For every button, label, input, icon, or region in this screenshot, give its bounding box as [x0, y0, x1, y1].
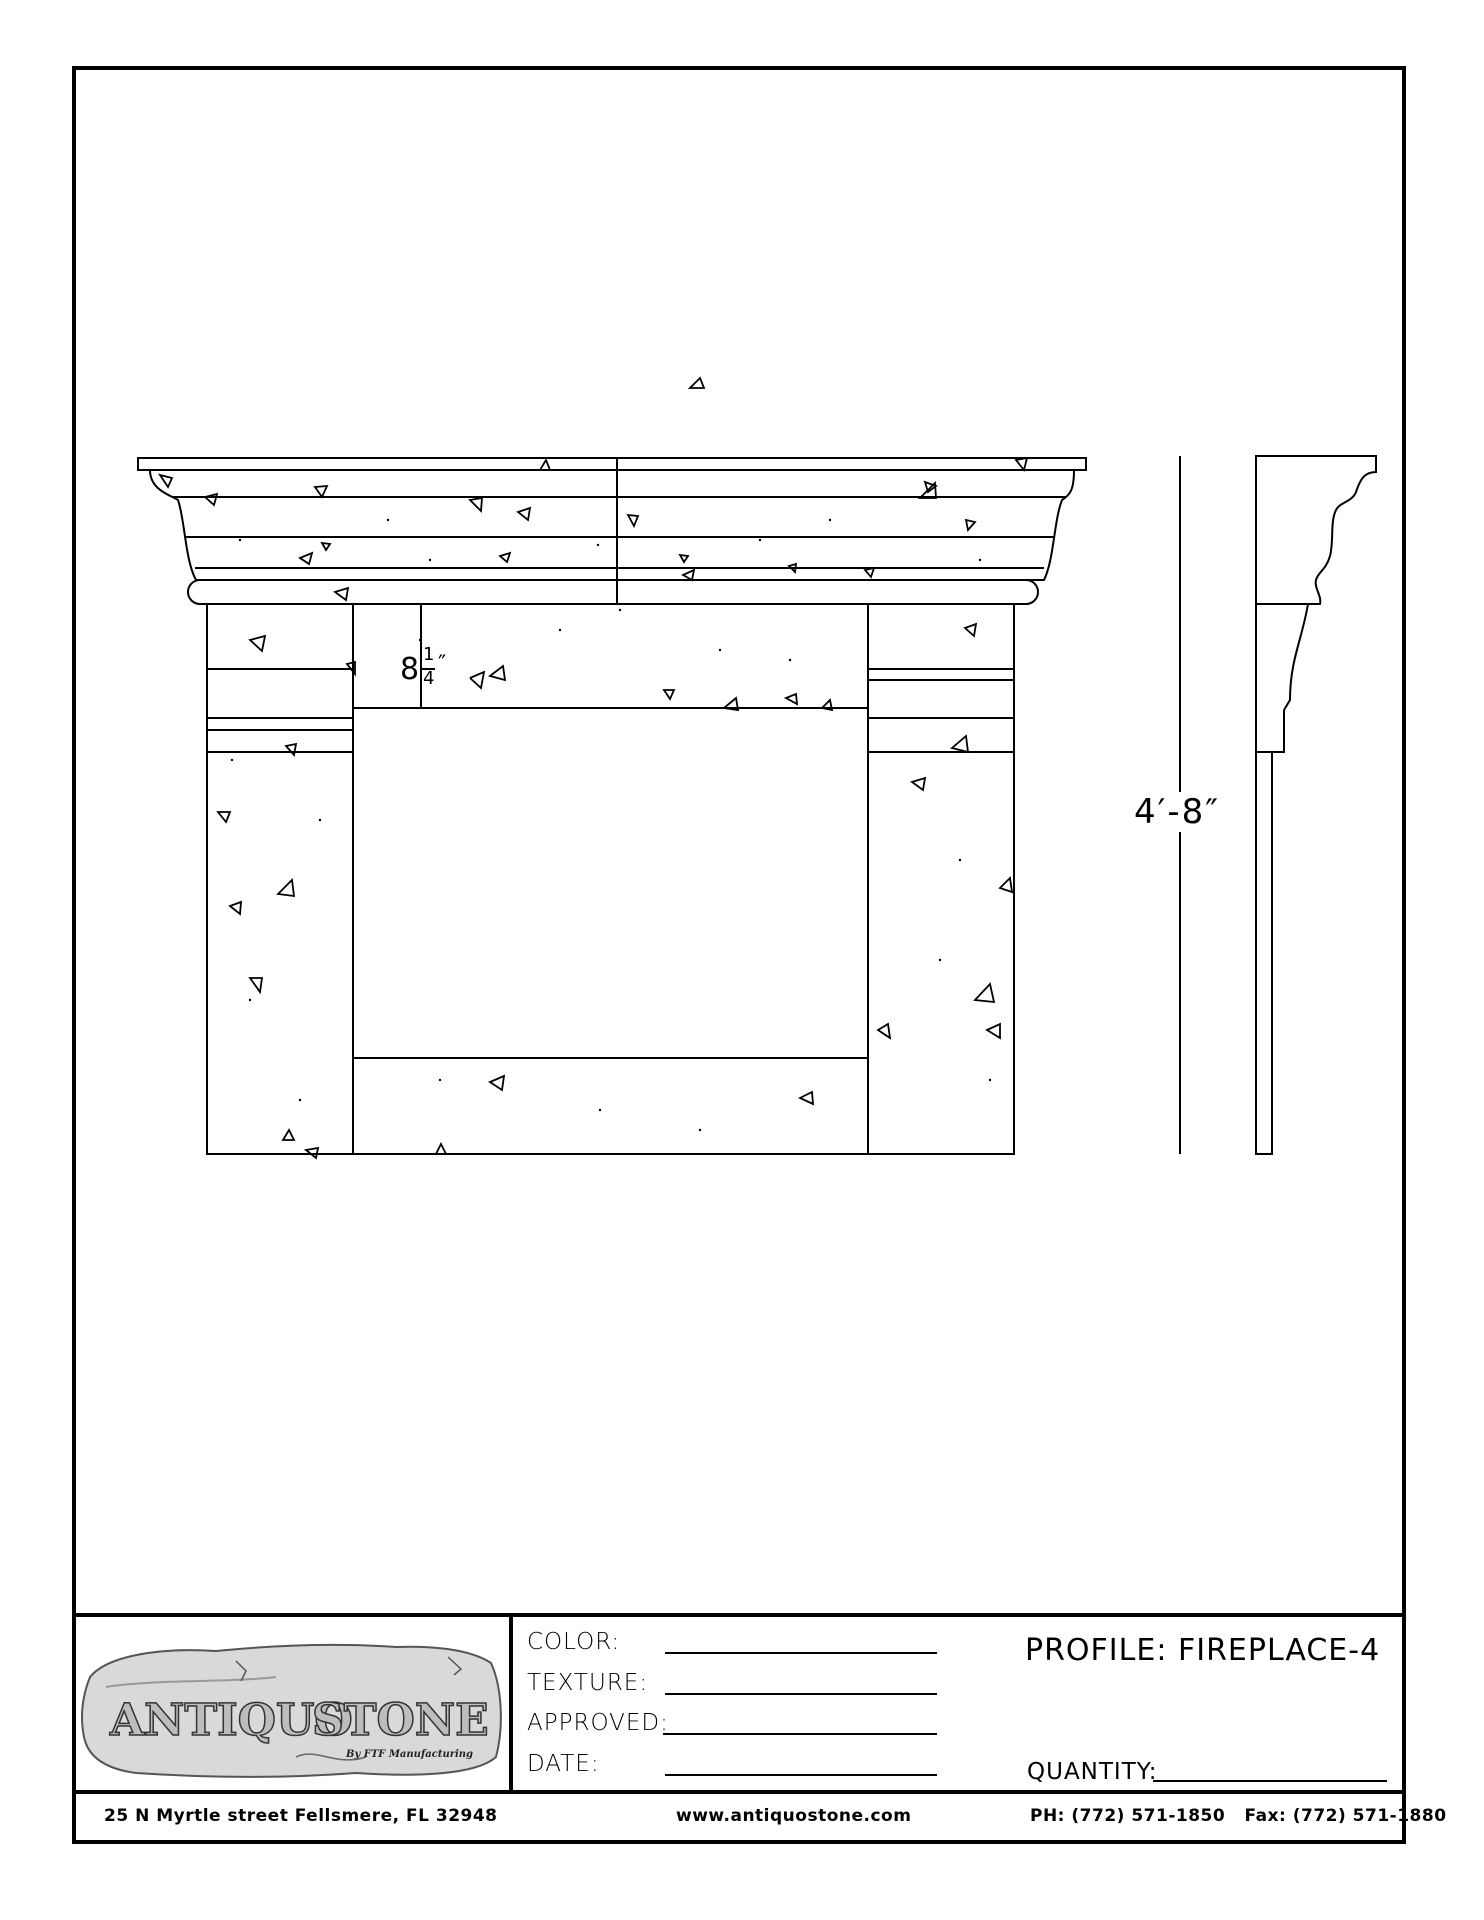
date-field-line	[665, 1774, 937, 1776]
logo-tagline: By FTF Manufacturing	[346, 1749, 474, 1760]
lintel-dim-whole: 8	[400, 652, 420, 687]
company-address: 25 N Myrtle street Fellsmere, FL 32948	[104, 1806, 498, 1826]
company-phone-fax: PH: (772) 571-1850 Fax: (772) 571-1880	[1030, 1806, 1447, 1826]
quantity-field-line	[1153, 1780, 1387, 1782]
lintel-dim-num: 1	[423, 644, 435, 665]
company-website[interactable]: www.antiquostone.com	[676, 1806, 912, 1826]
lintel-dimension-label	[400, 644, 460, 692]
stone-texture-marks	[160, 378, 1027, 1158]
antiquo-stone-logo	[76, 1617, 509, 1790]
mantel-bead-molding	[188, 580, 1038, 604]
footer-bar	[76, 1794, 1447, 1840]
profile-title: PROFILE: FIREPLACE-4	[1025, 1633, 1381, 1668]
texture-label: TEXTURE:	[527, 1670, 649, 1696]
left-leg	[207, 604, 353, 1154]
title-block	[72, 1613, 1447, 1844]
color-field-line	[665, 1652, 937, 1654]
quantity-label: QUANTITY:	[1027, 1759, 1158, 1785]
side-profile-outline	[1256, 456, 1376, 1154]
date-label: DATE:	[527, 1751, 600, 1777]
lintel-dim-den: 4	[423, 668, 435, 689]
logo-panel	[76, 1617, 513, 1794]
title-fields	[517, 1617, 1402, 1794]
texture-field-line	[665, 1693, 937, 1695]
height-dimension-label: 4′-8″	[1130, 792, 1224, 832]
right-leg	[868, 604, 1014, 1154]
approved-field-line	[663, 1733, 937, 1735]
logo-word-1: ANTIQUO	[110, 1695, 353, 1746]
stone-speckles	[231, 519, 991, 1131]
hearth-panel	[353, 1058, 868, 1154]
lintel-dim-unit: ″	[438, 652, 447, 677]
color-label: COLOR:	[527, 1629, 621, 1655]
logo-word-2: STONE	[312, 1695, 489, 1746]
approved-label: APPROVED:	[527, 1710, 669, 1736]
mantel-top-shelf	[138, 458, 1086, 470]
firebox-opening	[353, 708, 868, 1058]
